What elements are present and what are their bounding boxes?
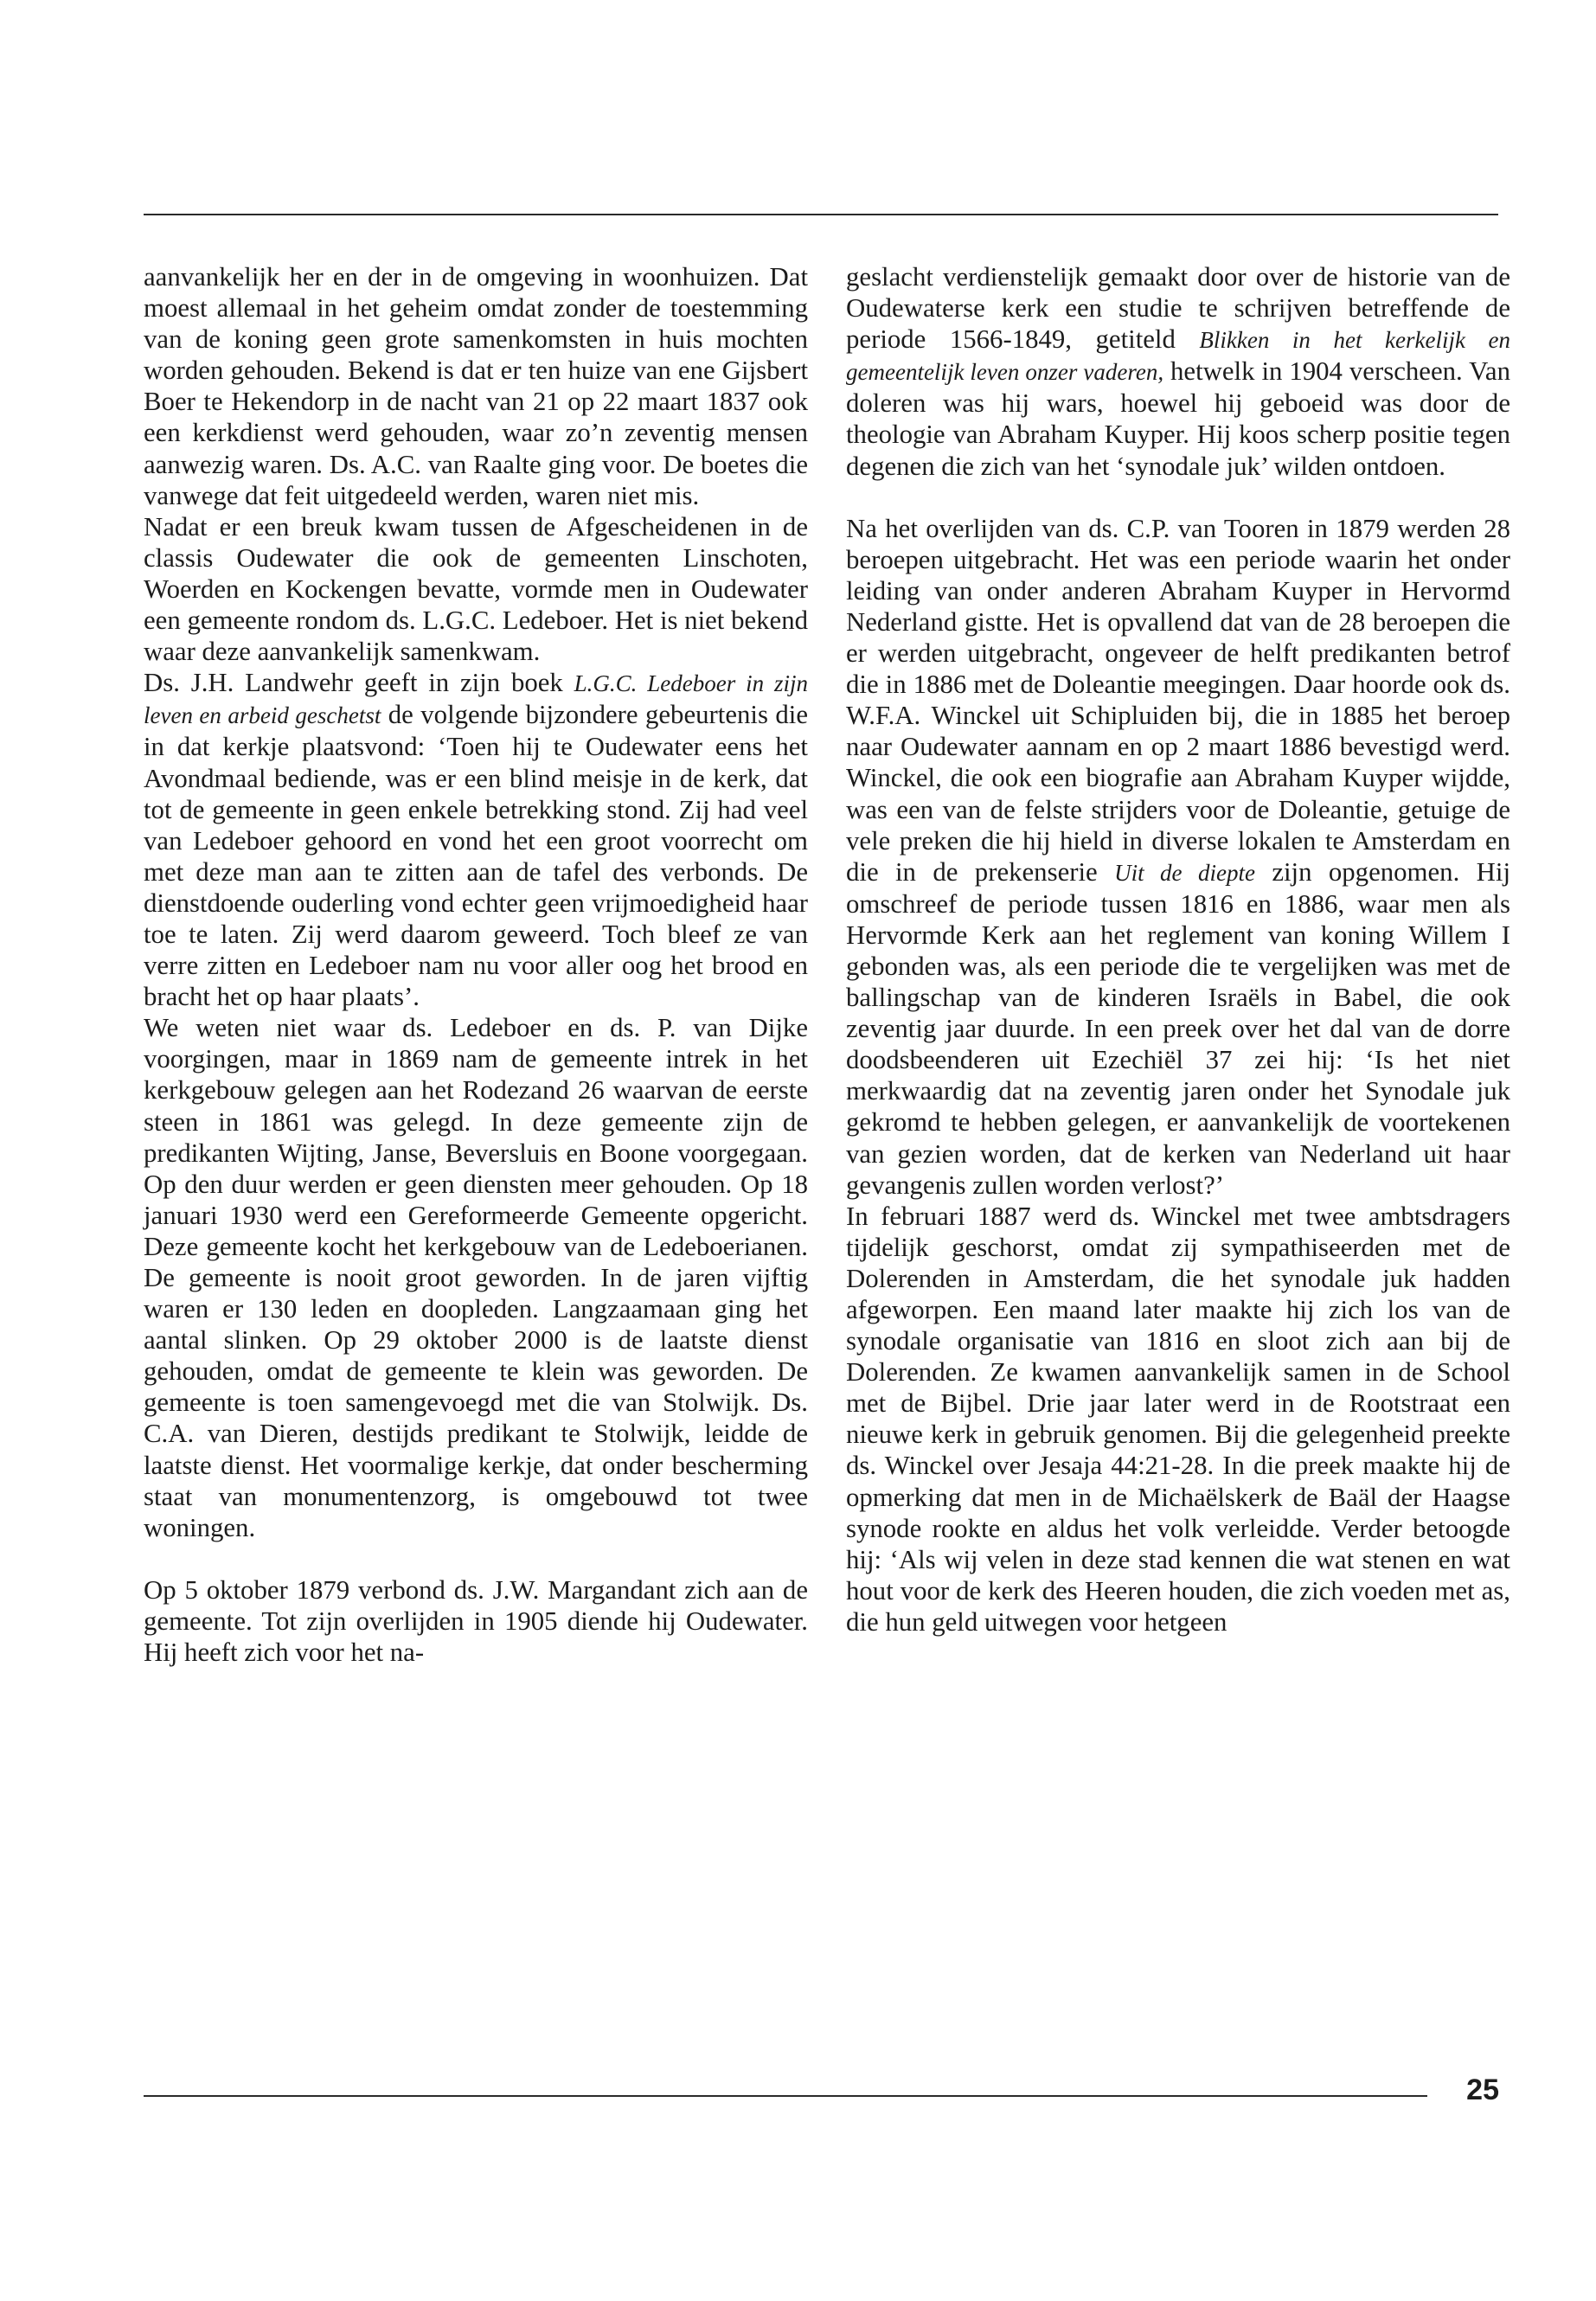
paragraph: [144, 1574, 808, 1668]
left-column: [144, 261, 808, 1668]
text-run: We weten niet waar ds. Ledeboer en ds. P. van Dijke voorgingen, maar in 1869 nam de gemeente intrek in het kerkgebouw gelegen aan het Rodezand 26 waarvan de eerste steen in 1861 was gelegd. In deze gemeente zijn de predikanten Wijting, Janse, Beversluis en Boone voorgegaan. Op den duur werden er geen diensten meer gehouden. Op 18 januari 1930 werd een Gereformeerde Gemeente opgericht. Deze gemeente kocht het kerkgebouw van de Ledeboerianen. De gemeente is nooit groot geworden. In de jaren vijftig waren er 130 leden en doopleden. Langzaamaan ging het aantal slinken. Op 29 oktober 2000 is de laatste dienst gehouden, omdat de gemeente te klein was geworden. De gemeente is toen samengevoegd met die van Stolwijk. Ds. C.A. van Dieren, destijds predikant te Stolwijk, leidde de laatste dienst. Het voormalige kerkje, dat onder bescherming staat van monumentenzorg, is omgebouwd tot twee woningen.: [144, 1013, 808, 1542]
paragraph: [846, 1201, 1510, 1638]
text-run: Nadat er een breuk kwam tussen de Afgescheidenen in de classis Oudewater die ook de gemeenten Linschoten, Woerden en Kockengen bevatte, vormde men in Oudewater een gemeente rondom ds. L.G.C. Ledeboer. Het is niet bekend waar deze aanvankelijk samenkwam.: [144, 511, 808, 667]
text-run: de volgende bijzondere gebeurtenis die in dat kerkje plaatsvond: ‘Toen hij te Oudewater eens het Avondmaal bediende, was er een blind meisje in de kerk, dat tot de gemeente in geen enkele betrekking stond. Zij had veel van Ledeboer gehoord en vond het een groot voorrecht om met deze man aan te zitten aan de tafel des verbonds. De dienstdoende ouderling vond echter geen vrijmoedigheid haar toe te laten. Zij werd daarom geweerd. Toch bleef ze van verre zitten en Ledeboer nam nu voor aller oog het brood en bracht het op haar plaats’.: [144, 700, 808, 1012]
page-number: 25: [1466, 2073, 1499, 2106]
paragraph: [846, 261, 1510, 482]
text-run: Na het overlijden van ds. C.P. van Tooren in 1879 werden 28 beroepen uitgebracht. Het was een periode waarin het onder leiding van onder anderen Abraham Kuyper in Hervormd Nederland gistte. Het is opvallend dat van de 28 beroepen die er werden uitgebracht, ongeveer de helft predikanten betrof die in 1886 met de Doleantie meegingen. Daar hoorde ook ds. W.F.A. Winckel uit Schipluiden bij, die in 1885 het beroep naar Oudewater aannam en op 2 maart 1886 bevestigd werd. Winckel, die ook een biografie aan Abraham Kuyper wijdde, was een van de felste strijders voor de Doleantie, getuige de vele preken die hij hield in diverse lokalen te Amsterdam en die in de prekenserie: [846, 513, 1510, 887]
text-run: aanvankelijk her en der in de omgeving in woonhuizen. Dat moest allemaal in het geheim omdat zonder de toestemming van de koning geen grote samenkomsten in huis mochten worden gehouden. Bekend is dat er ten huize van ene Gijsbert Boer te Hekendorp in de nacht van 21 op 22 maart 1837 ook een kerkdienst werd gehouden, waar zo’n zeventig mensen aanwezig waren. Ds. A.C. van Raalte ging voor. De boetes die vanwege dat feit uitgedeeld werden, waren niet mis.: [144, 262, 808, 510]
right-column: [846, 261, 1510, 1638]
title-italic: Blikken in het kerkelijk en gemeentelijk leven onzer vaderen,: [846, 327, 1510, 386]
bottom-rule: [144, 2095, 1427, 2097]
top-rule: [144, 214, 1498, 215]
title-italic: L.G.C. Ledeboer in zijn leven en arbeid geschetst: [144, 670, 808, 729]
text-run: zijn opgenomen. Hij omschreef de periode tussen 1816 en 1886, waar men als Hervormde Kerk aan het reglement van koning Willem I gebonden was, als een periode die te vergelijken was met de ballingschap van de kinderen Israëls in Babel, die ook zeventig jaar duurde. In een preek over het dal van de dorre doodsbeenderen uit Ezechiël 37 zei hij: ‘Is het niet merkwaardig dat na zeventig jaren onder het Synodale juk gekromd te hebben gelegen, er aanvankelijk de voortekenen van gezien worden, dat de kerken van Nederland uit haar gevangenis zullen worden verlost?’: [846, 856, 1510, 1200]
paragraph: [144, 1012, 808, 1543]
text-run: Ds. J.H. Landwehr geeft in zijn boek: [144, 668, 574, 698]
text-run: In februari 1887 werd ds. Winckel met twee ambtsdragers tijdelijk geschorst, omdat zij sympathiseerden met de Dolerenden in Amsterdam, die het synodale juk hadden afgeworpen. Een maand later maakte hij zich los van de synodale organisatie van 1816 en sloot zich aan bij de Dolerenden. Ze kwamen aanvankelijk samen in de School met de Bijbel. Drie jaar later werd in de Rootstraat een nieuwe kerk in gebruik genomen. Bij die gelegenheid preekte ds. Winckel over Jesaja 44:21-28. In die preek maakte hij de opmerking dat men in de Michaëlskerk de Baäl der Haagse synode rookte en aldus het volk verleidde. Verder betoogde hij: ‘Als wij velen in deze stad kennen die wat stenen en wat hout voor de kerk des Heeren houden, die zich voeden met as, die hun geld uitwegen voor hetgeen: [846, 1201, 1510, 1637]
paragraph: [846, 513, 1510, 1201]
text-run: hetwelk in 1904 verscheen. Van doleren was hij wars, hoewel hij geboeid was door de theologie van Abraham Kuyper. Hij koos scherp positie tegen degenen die zich van het ‘synodale juk’ wilden ontdoen.: [846, 356, 1510, 481]
paragraph: [144, 667, 808, 1012]
text-run: Op 5 oktober 1879 verbond ds. J.W. Margandant zich aan de gemeente. Tot zijn overlijden in 1905 diende hij Oudewater. Hij heeft zich voor het na-: [144, 1574, 808, 1668]
paragraph: [144, 511, 808, 667]
title-italic: Uit de diepte: [1114, 859, 1255, 886]
text-run: geslacht verdienstelijk gemaakt door over de historie van de Oudewaterse kerk een studie te schrijven betreffende de periode 1566-1849, getiteld: [846, 262, 1510, 355]
paragraph: [144, 261, 808, 511]
